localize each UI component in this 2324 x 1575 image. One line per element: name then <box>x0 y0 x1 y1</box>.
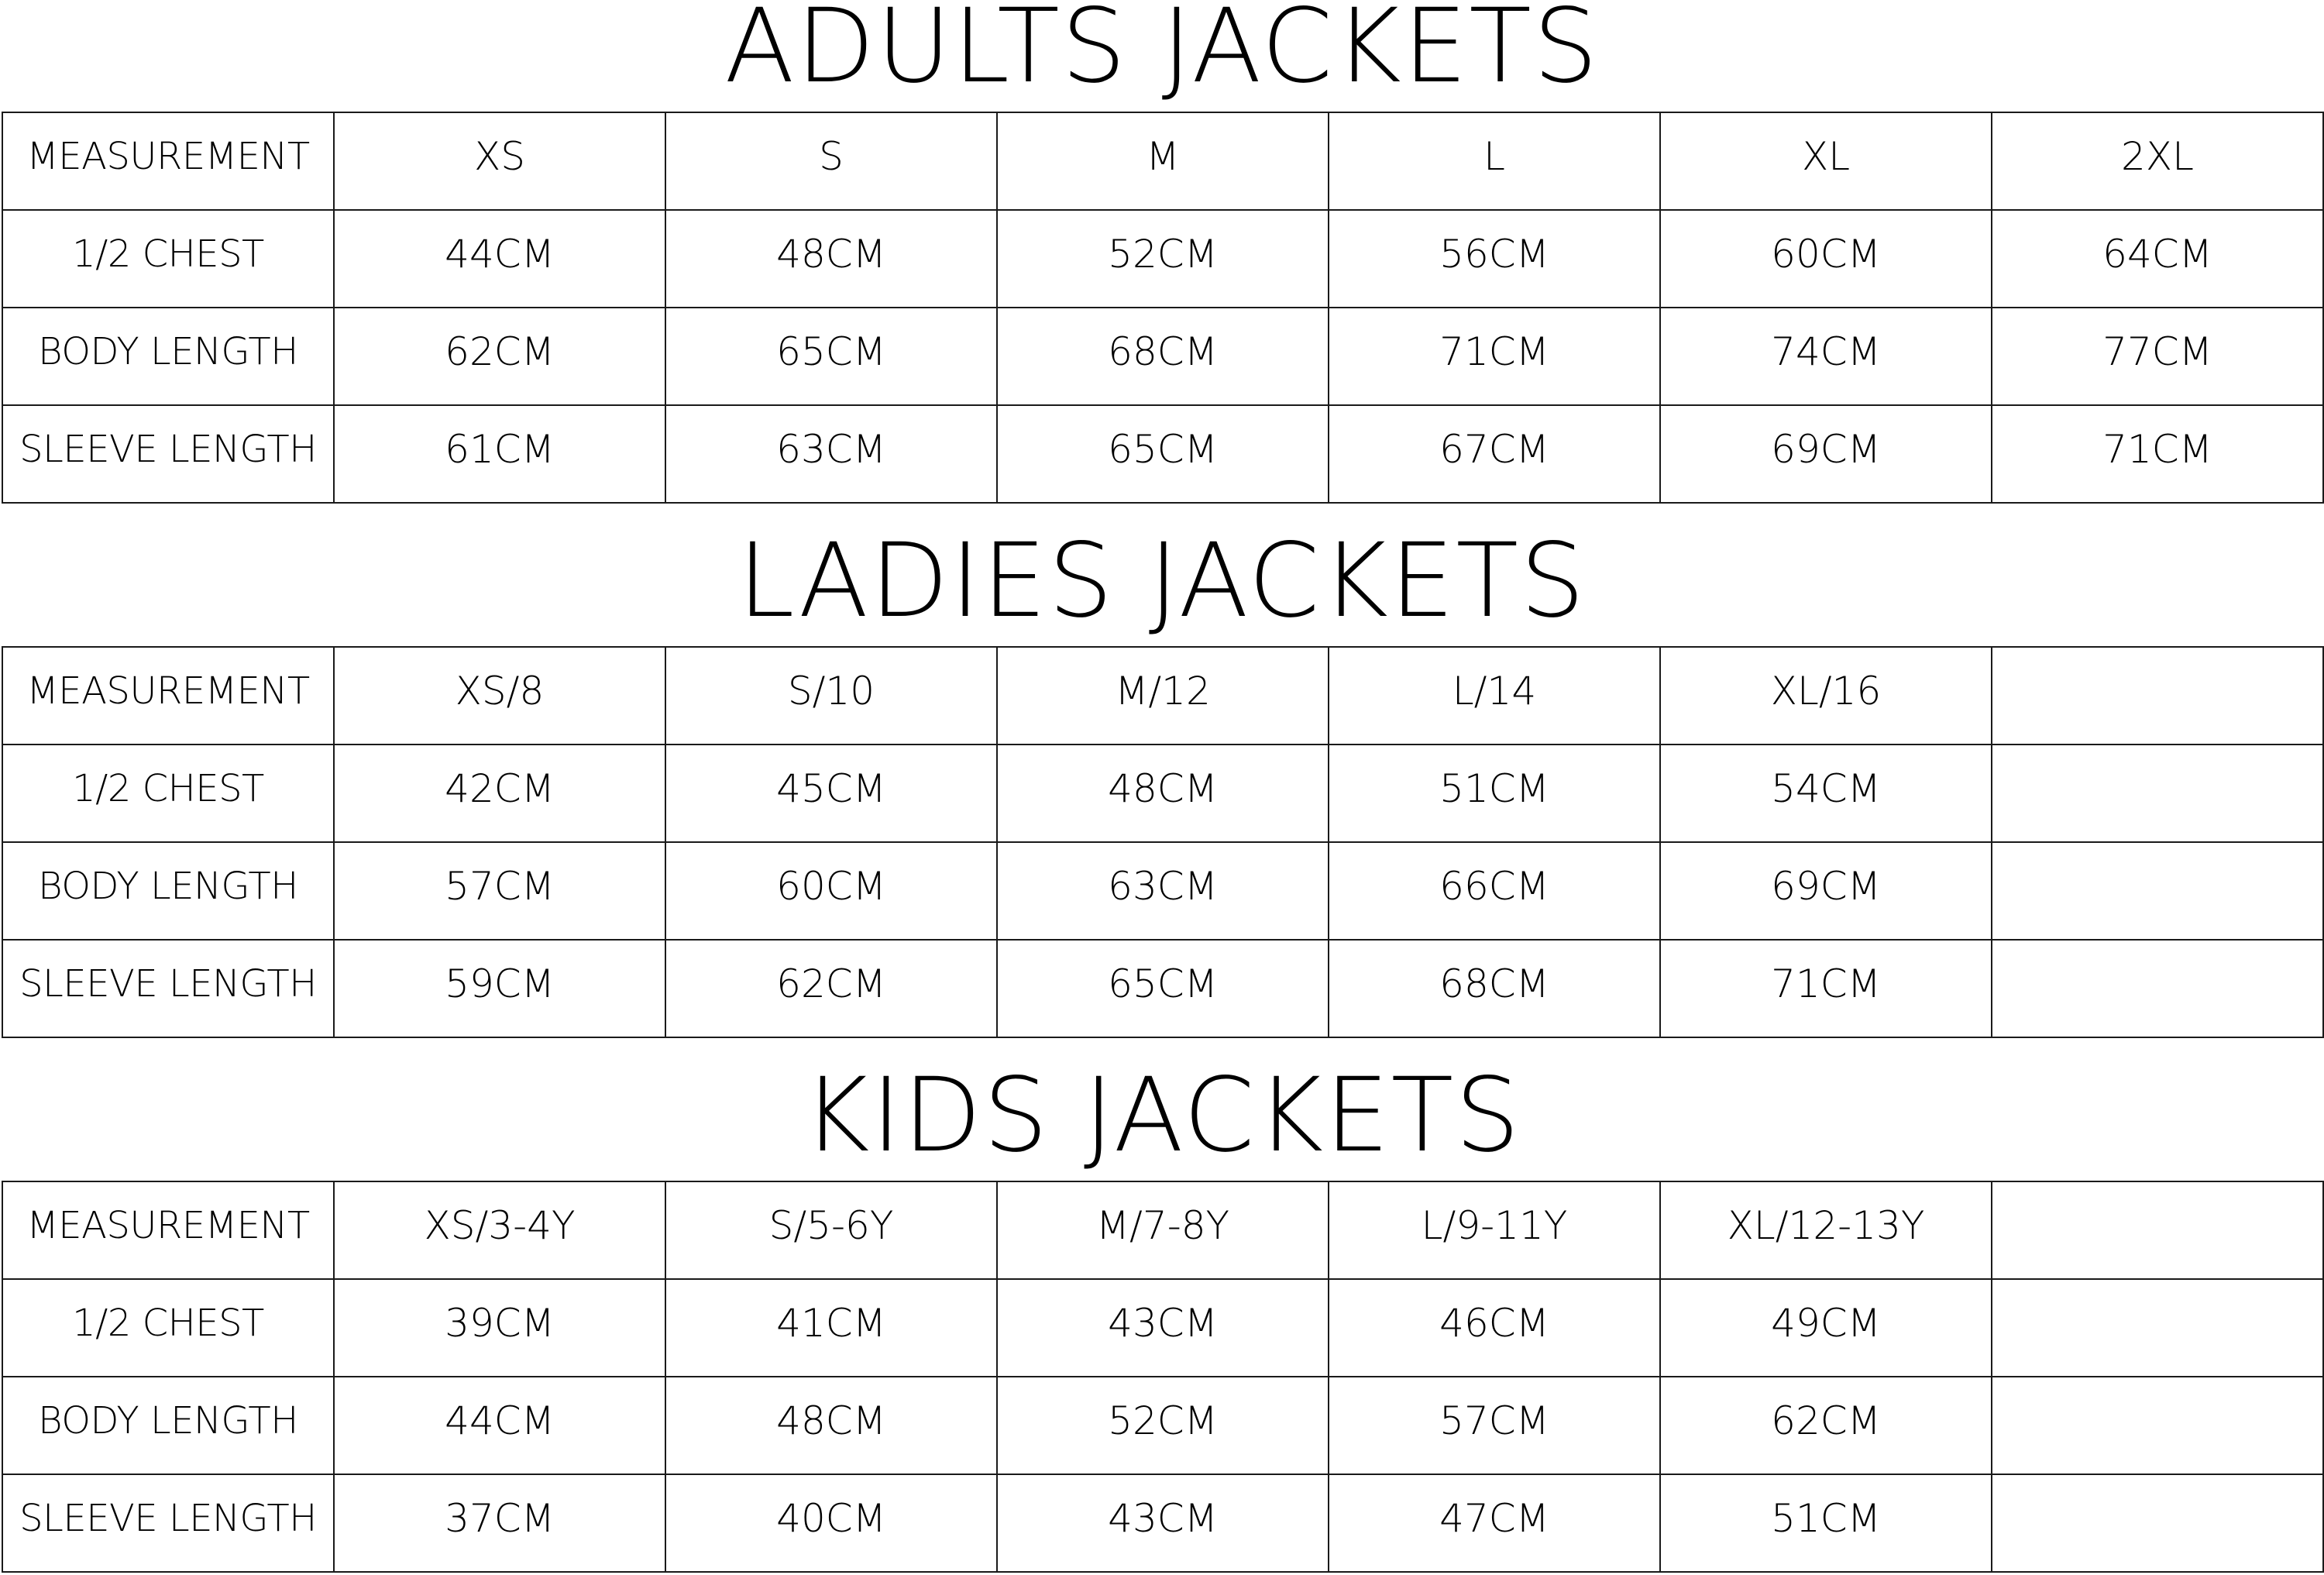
measurement-cell <box>997 940 1329 1037</box>
cell-text: 46CM <box>1439 1301 1549 1346</box>
cell-text: 48CM <box>1108 766 1218 811</box>
cell-text: 71CM <box>2102 427 2212 472</box>
cell-text: MEASUREMENT <box>26 135 310 178</box>
measurement-cell <box>997 1279 1329 1377</box>
cell-text: 39CM <box>445 1301 555 1346</box>
measurement-cell <box>1660 1279 1992 1377</box>
cell-text: 49CM <box>1771 1301 1881 1346</box>
cell-text: 45CM <box>776 766 886 811</box>
measurement-cell <box>1992 745 2323 842</box>
header-cell-size <box>1992 112 2323 210</box>
measurement-cell <box>334 1279 665 1377</box>
header-cell-size <box>334 112 665 210</box>
header-cell-size <box>665 647 997 745</box>
measurement-cell <box>1992 405 2323 503</box>
cell-text: 77CM <box>2102 329 2212 374</box>
cell-text: 44CM <box>445 232 555 277</box>
measurement-cell <box>1992 1377 2323 1474</box>
measurement-cell <box>997 745 1329 842</box>
cell-text: M <box>1146 134 1180 179</box>
header-cell-size <box>1329 112 1660 210</box>
table-row <box>2 1474 2323 1572</box>
measurement-cell <box>334 308 665 405</box>
cell-text: 51CM <box>1439 766 1549 811</box>
cell-text: L/9-11Y <box>1421 1203 1568 1248</box>
row-label-cell <box>2 1474 334 1572</box>
cell-text: 61CM <box>445 427 555 472</box>
header-cell-size <box>334 1181 665 1279</box>
cell-text: 47CM <box>1439 1496 1549 1541</box>
cell-text: 62CM <box>776 961 886 1006</box>
cell-text: S <box>819 134 844 179</box>
measurement-cell <box>997 842 1329 940</box>
cell-text: 43CM <box>1108 1496 1218 1541</box>
table-row <box>2 308 2323 405</box>
cell-text: 64CM <box>2102 232 2212 277</box>
cell-text: 62CM <box>445 329 555 374</box>
cell-text: XS/3-4Y <box>424 1203 576 1248</box>
measurement-cell <box>1992 210 2323 308</box>
measurement-cell <box>334 210 665 308</box>
cell-text: 63CM <box>776 427 886 472</box>
cell-text: 54CM <box>1771 766 1881 811</box>
table-row <box>2 210 2323 308</box>
measurement-cell <box>1329 1279 1660 1377</box>
measurement-cell <box>665 1377 997 1474</box>
cell-text: BODY LENGTH <box>38 1399 298 1443</box>
measurement-cell <box>665 1279 997 1377</box>
measurement-cell <box>1329 940 1660 1037</box>
cell-text: SLEEVE LENGTH <box>19 428 317 471</box>
measurement-cell <box>334 1474 665 1572</box>
cell-text: 43CM <box>1108 1301 1218 1346</box>
header-cell-size <box>1992 647 2323 745</box>
adults-jackets-title: ADULTS JACKETS <box>724 0 1600 106</box>
cell-text: BODY LENGTH <box>38 330 298 373</box>
table-row <box>2 745 2323 842</box>
measurement-cell <box>334 940 665 1037</box>
table-row <box>2 940 2323 1037</box>
header-cell-size <box>1329 1181 1660 1279</box>
cell-text: M/12 <box>1115 669 1211 714</box>
cell-text: 69CM <box>1771 427 1881 472</box>
measurement-cell <box>997 1377 1329 1474</box>
table-row <box>2 1377 2323 1474</box>
measurement-cell <box>1992 842 2323 940</box>
table-header-row <box>2 1181 2323 1279</box>
header-cell-size <box>1660 1181 1992 1279</box>
cell-text: L <box>1483 134 1505 179</box>
cell-text: 57CM <box>445 864 555 909</box>
cell-text: XL/16 <box>1770 669 1882 714</box>
measurement-cell <box>1660 1474 1992 1572</box>
cell-text: 48CM <box>776 1398 886 1443</box>
measurement-cell <box>334 405 665 503</box>
header-cell-size <box>334 647 665 745</box>
header-cell-size <box>665 1181 997 1279</box>
measurement-cell <box>1660 940 1992 1037</box>
cell-text: 42CM <box>445 766 555 811</box>
measurement-cell <box>1329 1377 1660 1474</box>
adults-jackets-size-table <box>2 112 2324 504</box>
cell-text: 65CM <box>1108 961 1218 1006</box>
kids-jackets-size-table <box>2 1181 2324 1573</box>
row-label-cell <box>2 308 334 405</box>
header-cell-measurement <box>2 647 334 745</box>
measurement-cell <box>1329 1474 1660 1572</box>
header-cell-measurement <box>2 1181 334 1279</box>
measurement-cell <box>997 405 1329 503</box>
measurement-cell <box>665 940 997 1037</box>
measurement-cell <box>997 308 1329 405</box>
table-header-row <box>2 112 2323 210</box>
cell-text: XL/12-13Y <box>1727 1203 1925 1248</box>
header-cell-size <box>665 112 997 210</box>
header-cell-size <box>1660 647 1992 745</box>
cell-text: 69CM <box>1771 864 1881 909</box>
cell-text: 44CM <box>445 1398 555 1443</box>
cell-text: S/10 <box>787 669 875 714</box>
row-label-cell <box>2 1279 334 1377</box>
measurement-cell <box>1992 940 2323 1037</box>
cell-text: 51CM <box>1771 1496 1881 1541</box>
cell-text: XS <box>474 134 525 179</box>
table-row <box>2 842 2323 940</box>
cell-text: 40CM <box>776 1496 886 1541</box>
table-row <box>2 405 2323 503</box>
cell-text: 71CM <box>1771 961 1881 1006</box>
row-label-cell <box>2 405 334 503</box>
measurement-cell <box>1660 405 1992 503</box>
header-cell-size <box>1660 112 1992 210</box>
measurement-cell <box>1329 745 1660 842</box>
measurement-cell <box>1992 308 2323 405</box>
header-cell-size <box>997 647 1329 745</box>
header-cell-size <box>1992 1181 2323 1279</box>
cell-text: BODY LENGTH <box>38 865 298 908</box>
ladies-jackets-title: LADIES JACKETS <box>737 521 1587 641</box>
table-row <box>2 1279 2323 1377</box>
measurement-cell <box>1660 308 1992 405</box>
cell-text: 48CM <box>776 232 886 277</box>
measurement-cell <box>665 210 997 308</box>
measurement-cell <box>334 745 665 842</box>
row-label-cell <box>2 210 334 308</box>
cell-text: XL <box>1801 134 1851 179</box>
cell-text: 71CM <box>1439 329 1549 374</box>
cell-text: 65CM <box>776 329 886 374</box>
measurement-cell <box>334 1377 665 1474</box>
cell-text: SLEEVE LENGTH <box>19 962 317 1006</box>
cell-text: 67CM <box>1439 427 1549 472</box>
cell-text: 62CM <box>1771 1398 1881 1443</box>
cell-text: MEASUREMENT <box>26 669 310 713</box>
cell-text: L/14 <box>1452 669 1537 714</box>
table-header-row <box>2 647 2323 745</box>
cell-text: 65CM <box>1108 427 1218 472</box>
cell-text: 2XL <box>2121 134 2194 179</box>
cell-text: 74CM <box>1771 329 1881 374</box>
cell-text: 1/2 CHEST <box>72 767 264 810</box>
cell-text: 52CM <box>1108 232 1218 277</box>
header-cell-measurement <box>2 112 334 210</box>
cell-text: 68CM <box>1108 329 1218 374</box>
cell-text: 37CM <box>445 1496 555 1541</box>
cell-text: 63CM <box>1108 864 1218 909</box>
cell-text: 57CM <box>1439 1398 1549 1443</box>
measurement-cell <box>665 745 997 842</box>
measurement-cell <box>1992 1474 2323 1572</box>
cell-text: 66CM <box>1439 864 1549 909</box>
measurement-cell <box>1329 308 1660 405</box>
kids-jackets-title: KIDS JACKETS <box>802 1056 1522 1175</box>
cell-text: 60CM <box>1771 232 1881 277</box>
measurement-cell <box>997 210 1329 308</box>
measurement-cell <box>665 405 997 503</box>
ladies-jackets-size-table <box>2 646 2324 1038</box>
header-cell-size <box>997 1181 1329 1279</box>
cell-text: M/7-8Y <box>1095 1203 1230 1248</box>
measurement-cell <box>1660 210 1992 308</box>
row-label-cell <box>2 940 334 1037</box>
measurement-cell <box>334 842 665 940</box>
cell-text: 59CM <box>445 961 555 1006</box>
row-label-cell <box>2 745 334 842</box>
header-cell-size <box>997 112 1329 210</box>
measurement-cell <box>1329 405 1660 503</box>
cell-text: 68CM <box>1439 961 1549 1006</box>
measurement-cell <box>665 308 997 405</box>
measurement-cell <box>1660 842 1992 940</box>
cell-text: 1/2 CHEST <box>72 232 264 276</box>
measurement-cell <box>665 842 997 940</box>
cell-text: 60CM <box>776 864 886 909</box>
cell-text: 41CM <box>776 1301 886 1346</box>
measurement-cell <box>665 1474 997 1572</box>
measurement-cell <box>1329 210 1660 308</box>
cell-text: 56CM <box>1439 232 1549 277</box>
measurement-cell <box>997 1474 1329 1572</box>
cell-text: XS/8 <box>455 669 545 714</box>
measurement-cell <box>1660 745 1992 842</box>
measurement-cell <box>1660 1377 1992 1474</box>
measurement-cell <box>1329 842 1660 940</box>
cell-text: MEASUREMENT <box>26 1204 310 1247</box>
cell-text: 52CM <box>1108 1398 1218 1443</box>
row-label-cell <box>2 842 334 940</box>
cell-text: S/5-6Y <box>768 1203 894 1248</box>
header-cell-size <box>1329 647 1660 745</box>
row-label-cell <box>2 1377 334 1474</box>
cell-text: SLEEVE LENGTH <box>19 1497 317 1540</box>
measurement-cell <box>1992 1279 2323 1377</box>
cell-text: 1/2 CHEST <box>72 1302 264 1345</box>
